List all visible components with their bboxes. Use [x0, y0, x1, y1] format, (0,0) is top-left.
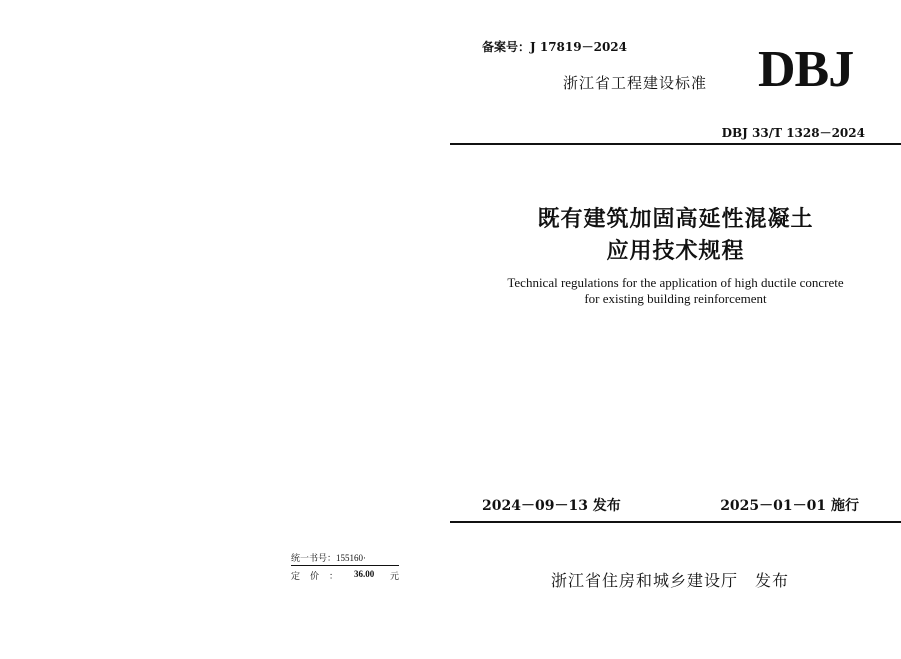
price-unit: 元 — [390, 572, 400, 582]
dbj-logo: DBJ — [758, 41, 854, 98]
issue-date: 2024－09－13 发布 — [482, 498, 621, 514]
bottom-divider — [450, 521, 901, 523]
unified-book-number: 统一书号：155160· — [291, 553, 366, 563]
standard-number: DBJ 33/T 1328－2024 — [721, 126, 865, 140]
publisher: 浙江省住房和城乡建设厅 发布 — [551, 571, 790, 590]
price-label: 定价： — [291, 572, 349, 582]
price-value: 36.00 — [354, 569, 375, 579]
record-number: 备案号：J 17819－2024 — [482, 40, 628, 54]
standard-series: 浙江省工程建设标准 — [563, 74, 708, 92]
top-divider — [450, 143, 901, 145]
title-line-1: 既有建筑加固高延性混凝土 — [537, 206, 814, 232]
implementation-date: 2025－01－01 施行 — [720, 498, 859, 514]
english-title-line-1: Technical regulations for the application of high ductile concrete — [507, 275, 844, 290]
price-divider — [291, 565, 399, 566]
title-line-2: 应用技术规程 — [606, 238, 745, 264]
english-title-line-2: for existing building reinforcement — [584, 291, 767, 306]
